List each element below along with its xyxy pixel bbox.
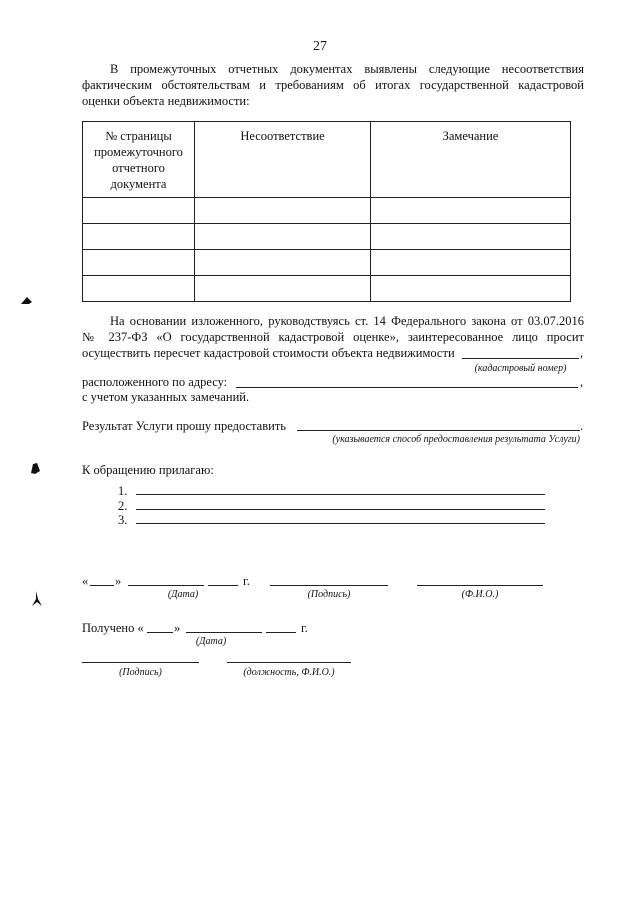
fio-hint: (Ф.И.О.) xyxy=(461,589,499,600)
comma: , xyxy=(580,375,584,389)
received-day-field[interactable] xyxy=(147,632,173,633)
year-suffix: г. xyxy=(243,574,250,588)
table-cell[interactable] xyxy=(195,276,371,302)
received-month-field[interactable] xyxy=(186,632,262,633)
intro-line-2: фактическим обстоятельствам и требованиям об итогах государственной кадастровой xyxy=(82,78,584,92)
attachment-number-1: 1. xyxy=(118,484,128,498)
table-row xyxy=(83,250,571,276)
table-cell[interactable] xyxy=(83,250,195,276)
cadastral-number-field[interactable] xyxy=(462,358,579,359)
date-hint: (Дата) xyxy=(167,589,199,600)
table-cell[interactable] xyxy=(83,224,195,250)
quote-open: « xyxy=(82,574,89,588)
received-year-suffix: г. xyxy=(301,621,308,635)
address-label: расположенного по адресу: xyxy=(82,375,228,389)
table-cell[interactable] xyxy=(371,198,571,224)
table-row xyxy=(83,276,571,302)
quote-close: » xyxy=(115,574,122,588)
result-method-field[interactable] xyxy=(297,430,580,431)
address-field[interactable] xyxy=(236,387,578,388)
result-label: Результат Услуги прошу предоставить xyxy=(82,419,286,433)
received-date-hint: (Дата) xyxy=(195,636,227,647)
header-discrepancy: Несоответствие xyxy=(195,122,371,198)
table-cell[interactable] xyxy=(371,224,571,250)
basis-line-3: осуществить пересчет кадастровой стоимости объекта недвижимости xyxy=(82,346,455,360)
attachments-label: К обращению прилагаю: xyxy=(82,463,214,477)
header-page-number: № страницы промежуточного отчетного документа xyxy=(83,122,195,198)
received-year-field[interactable] xyxy=(266,632,296,633)
basis-line-2: № 237-ФЗ «О государственной кадастровой оценке», заинтересованное лицо просит xyxy=(82,330,584,344)
received-signature-hint: (Подпись) xyxy=(119,667,162,678)
signature-hint: (Подпись) xyxy=(307,589,351,600)
period: . xyxy=(580,419,584,433)
table-row xyxy=(83,224,571,250)
remarks-line: с учетом указанных замечаний. xyxy=(82,390,250,404)
basis-line-1: На основании изложенного, руководствуясь ст. 14 Федерального закона от 03.07.2016 xyxy=(110,314,584,328)
table-cell[interactable] xyxy=(371,276,571,302)
received-position-hint: (должность, Ф.И.О.) xyxy=(243,667,335,678)
table-header-row xyxy=(83,122,571,198)
attachment-number-3: 3. xyxy=(118,513,128,527)
attachment-field-2[interactable] xyxy=(136,509,545,510)
signature-field[interactable] xyxy=(270,585,388,586)
discrepancy-table xyxy=(82,121,571,302)
day-field[interactable] xyxy=(90,585,114,586)
table-cell[interactable] xyxy=(195,224,371,250)
result-method-hint: (указывается способ предоставления результата Услуги) xyxy=(332,434,580,445)
attachment-field-3[interactable] xyxy=(136,523,545,524)
intro-line-3: оценки объекта недвижимости: xyxy=(82,94,250,108)
year-field[interactable] xyxy=(208,585,238,586)
intro-line-1: В промежуточных отчетных документах выявлены следующие несоответствия xyxy=(110,62,584,76)
attachment-number-2: 2. xyxy=(118,499,128,513)
received-label: Получено « xyxy=(82,621,144,635)
received-quote-close: » xyxy=(174,621,181,635)
comma: , xyxy=(580,346,584,360)
table-row xyxy=(83,198,571,224)
punch-mark-icon xyxy=(28,461,42,475)
punch-mark-icon xyxy=(20,296,34,306)
cadastral-number-hint: (кадастровый номер) xyxy=(474,363,567,374)
received-signature-field[interactable] xyxy=(82,662,199,663)
attachment-field-1[interactable] xyxy=(136,494,545,495)
fio-field[interactable] xyxy=(417,585,543,586)
month-field[interactable] xyxy=(128,585,204,586)
table-cell[interactable] xyxy=(83,198,195,224)
table-cell[interactable] xyxy=(195,198,371,224)
page-number: 27 xyxy=(313,39,327,54)
received-position-field[interactable] xyxy=(227,662,351,663)
header-remark: Замечание xyxy=(371,122,571,198)
table-cell[interactable] xyxy=(371,250,571,276)
punch-mark-icon xyxy=(30,590,44,608)
table-cell[interactable] xyxy=(195,250,371,276)
table-cell[interactable] xyxy=(83,276,195,302)
